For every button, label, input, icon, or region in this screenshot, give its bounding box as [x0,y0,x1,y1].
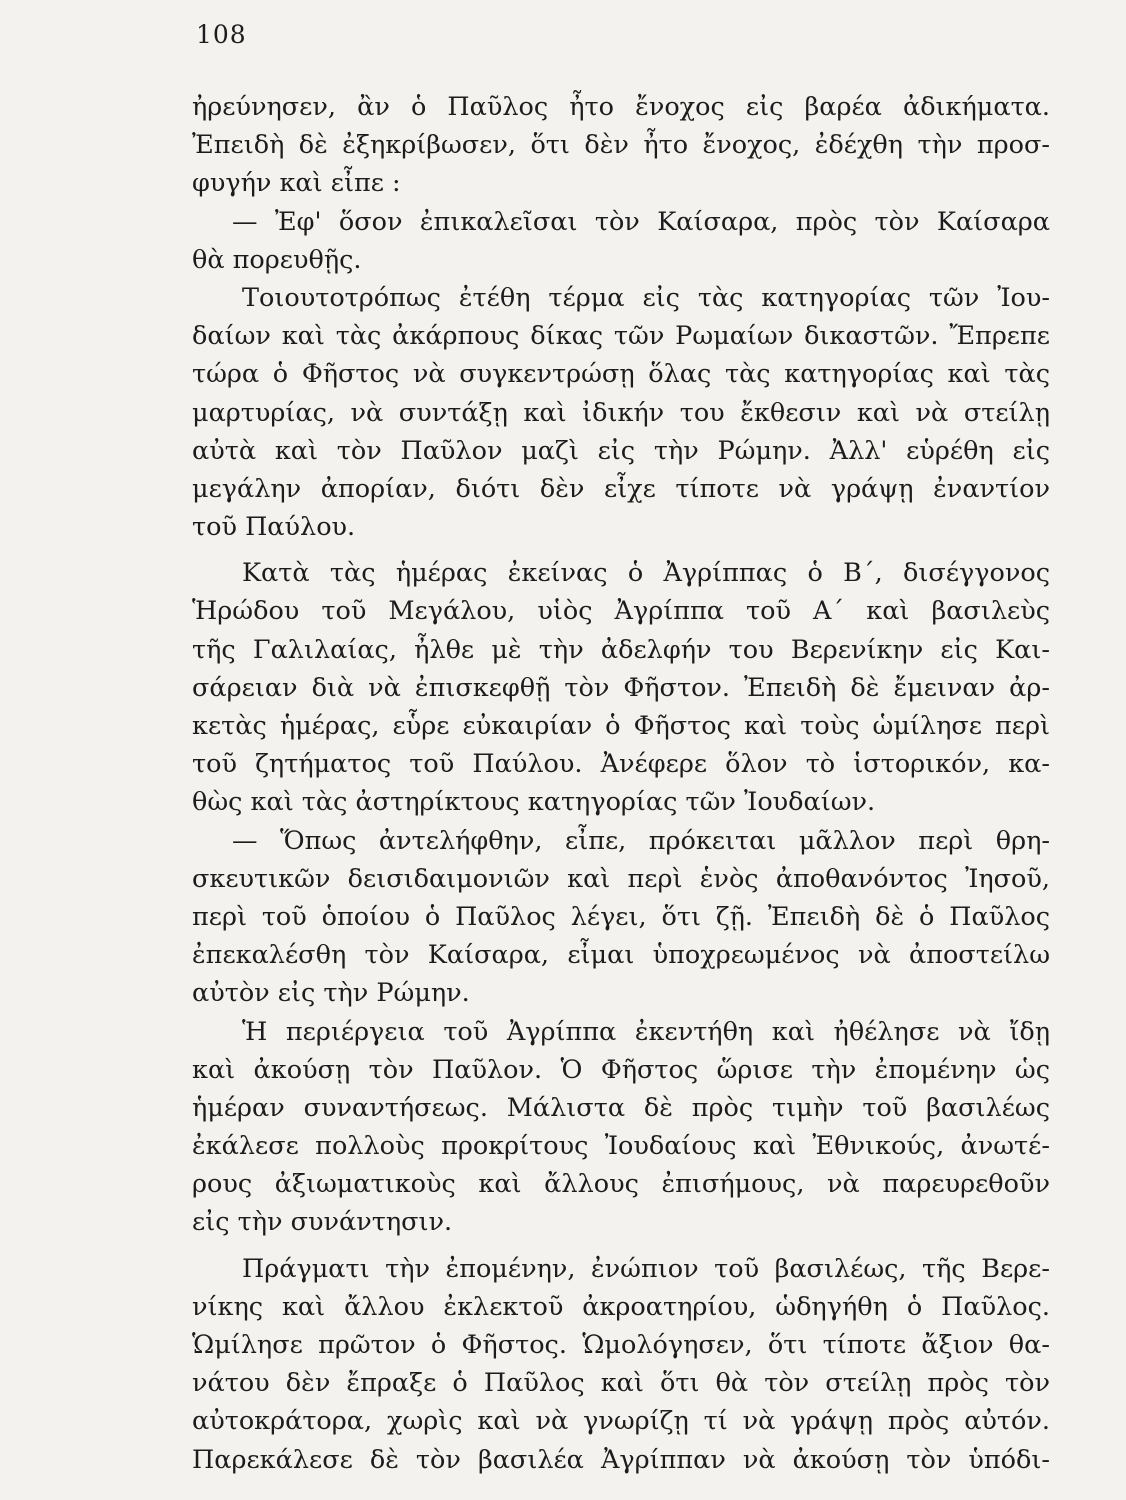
text-line: τώρα ὁ Φῆστος νὰ συγκεντρώσῃ ὅλας τὰς κατηγορίας καὶ τὰς [192,359,1050,390]
text-line: νίκης καὶ ἄλλου ἐκλεκτοῦ ἀκροατηρίου, ὡδηγήθη ὁ Παῦλος. [192,1291,1050,1322]
text-line: — Ἐφ' ὅσον ἐπικαλεῖσαι τὸν Καίσαρα, πρὸς τὸν Καίσαρα [232,206,1050,237]
text-line: αὐτὸν εἰς τὴν Ρώμην. [192,978,470,1009]
text-line: αὐτὰ καὶ τὸν Παῦλον μαζὶ εἰς τὴν Ρώμην. Ἀλλ' εὑρέθη εἰς [192,435,1050,466]
text-line: Ἡρώδου τοῦ Μεγάλου, υἱὸς Ἀγρίππα τοῦ Α΄ καὶ βασιλεὺς [192,596,1050,627]
text-line: ρους ἀξιωματικοὺς καὶ ἄλλους ἐπισήμους, νὰ παρευρεθοῦν [192,1169,1050,1200]
text-line: Ὡμίλησε πρῶτον ὁ Φῆστος. Ὡμολόγησεν, ὅτι τίποτε ἄξιον θα- [192,1330,1050,1360]
text-line: τῆς Γαλιλαίας, ἦλθε μὲ τὴν ἀδελφήν του Βερενίκην εἰς Και- [192,634,1050,665]
text-line: Πράγματι τὴν ἐπομένην, ἐνώπιον τοῦ βασιλέως, τῆς Βερε- [242,1253,1050,1284]
text-line: θὰ πορευθῇς. [192,244,362,275]
text-line: θὼς καὶ τὰς ἀστηρίκτους κατηγορίας τῶν Ἰουδαίων. [192,787,876,818]
text-line: εἰς τὴν συνάντησιν. [192,1207,453,1238]
text-line: ἐπεκαλέσθη τὸν Καίσαρα, εἶμαι ὑποχρεωμένος νὰ ἀποστείλω [192,940,1050,971]
text-line: νάτου δὲν ἔπραξε ὁ Παῦλος καὶ ὅτι θὰ τὸν στείλῃ πρὸς τὸν [192,1368,1050,1399]
text-line: σάρειαν διὰ νὰ ἐπισκεφθῇ τὸν Φῆστον. Ἐπειδὴ δὲ ἔμειναν ἀρ- [192,672,1050,703]
text-line: αὐτοκράτορα, χωρὶς καὶ νὰ γνωρίζῃ τί νὰ γράψῃ πρὸς αὐτόν. [192,1406,1050,1437]
text-line: δαίων καὶ τὰς ἀκάρπους δίκας τῶν Ρωμαίων δικαστῶν. Ἔπρεπε [192,321,1050,352]
text-line: τοῦ ζητήματος τοῦ Παύλου. Ἀνέφερε ὅλον τὸ ἱστορικόν, κα- [192,749,1050,780]
body-text [192,88,1050,1479]
text-line: μεγάλην ἀπορίαν, διότι δὲν εἶχε τίποτε νὰ γράψῃ ἐναντίον [192,473,1050,504]
text-line: ἠρεύνησεν, ἂν ὁ Παῦλος ἦτο ἔνοχος εἰς βαρέα ἀδικήματα. [192,92,1050,122]
text-line: ἡμέραν συναντήσεως. Μάλιστα δὲ πρὸς τιμὴν τοῦ βασιλέως [192,1092,1050,1123]
text-line: τοῦ Παύλου. [192,512,356,543]
text-line: Ἐπειδὴ δὲ ἐξηκρίβωσεν, ὅτι δὲν ἦτο ἔνοχος, ἐδέχθη τὴν προσ- [192,130,1050,161]
text-line: — Ὅπως ἀντελήφθην, εἶπε, πρόκειται μᾶλλον περὶ θρη- [232,825,1050,856]
text-line: Κατὰ τὰς ἡμέρας ἐκείνας ὁ Ἀγρίππας ὁ Β΄, δισέγγονος [242,558,1050,589]
text-line: σκευτικῶν δεισιδαιμονιῶν καὶ περὶ ἑνὸς ἀποθανόντος Ἰησοῦ, [192,863,1050,894]
text-line: περὶ τοῦ ὁποίου ὁ Παῦλος λέγει, ὅτι ζῇ. Ἐπειδὴ δὲ ὁ Παῦλος [192,901,1050,932]
text-line: Τοιουτοτρόπως ἐτέθη τέρμα εἰς τὰς κατηγορίας τῶν Ἰου- [242,282,1050,313]
page-number: 108 [196,20,247,49]
text-line: μαρτυρίας, νὰ συντάξῃ καὶ ἰδικήν του ἔκθεσιν καὶ νὰ στείλῃ [192,397,1050,428]
text-line: φυγήν καὶ εἶπε : [192,168,401,199]
text-line: καὶ ἀκούσῃ τὸν Παῦλον. Ὁ Φῆστος ὥρισε τὴν ἐπομένην ὡς [192,1054,1050,1085]
text-line: ἐκάλεσε πολλοὺς προκρίτους Ἰουδαίους καὶ Ἐθνικούς, ἀνωτέ- [192,1131,1050,1162]
text-line: Ἡ περιέργεια τοῦ Ἀγρίππα ἐκεντήθη καὶ ἠθέλησε νὰ ἴδῃ [242,1016,1050,1047]
text-line: κετὰς ἡμέρας, εὗρε εὐκαιρίαν ὁ Φῆστος καὶ τοὺς ὡμίλησε περὶ [192,711,1050,741]
text-line: Παρεκάλεσε δὲ τὸν βασιλέα Ἀγρίππαν νὰ ἀκούσῃ τὸν ὑπόδι- [192,1444,1050,1475]
